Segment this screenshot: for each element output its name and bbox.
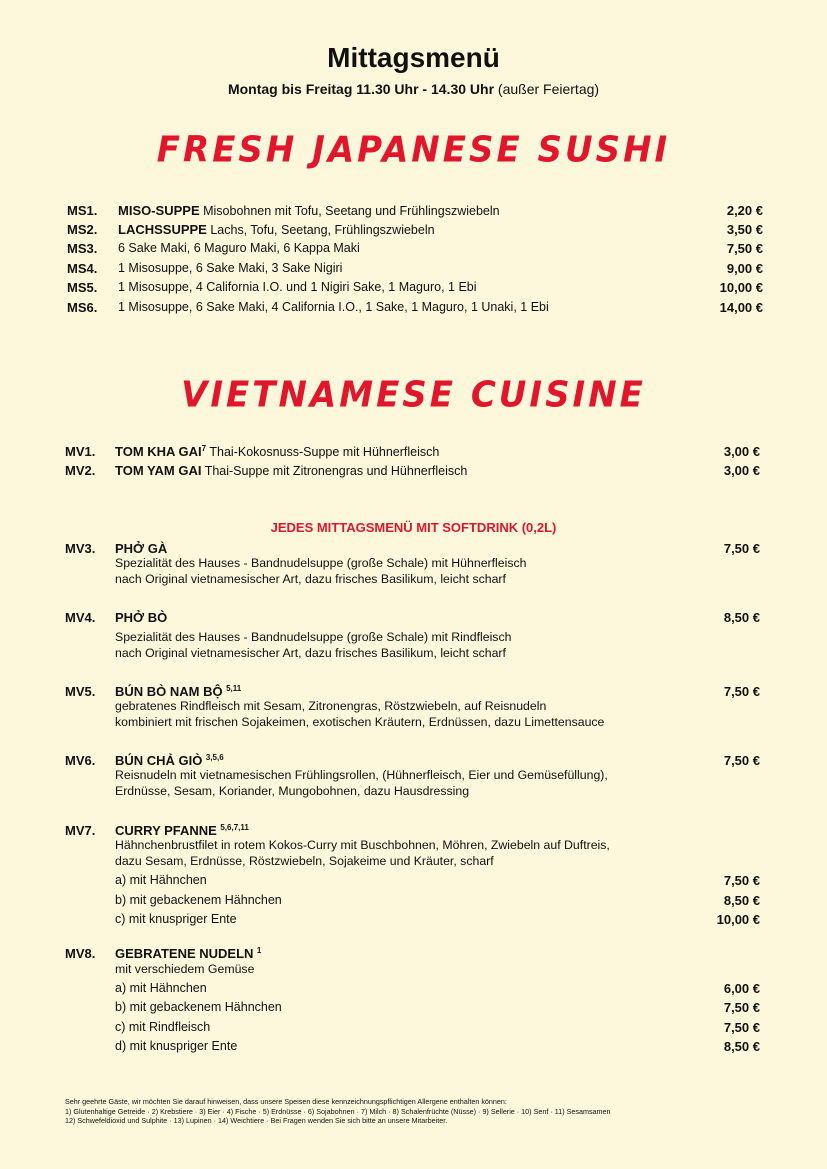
softdrink-banner: JEDES MITTAGSMENÜ MIT SOFTDRINK (0,2L): [270, 520, 557, 535]
description-line-2: Erdnüsse, Sesam, Koriander, Mungobohnen, dazu Hausdressing: [115, 783, 470, 798]
menu-option: b) mit gebackenem Hähnchen: [115, 1000, 282, 1014]
opening-hours-time: Montag bis Freitag 11.30 Uhr - 14.30 Uhr: [227, 81, 495, 97]
menu-code: MV1.: [65, 444, 96, 459]
menu-price: 2,20 €: [726, 203, 763, 218]
menu-item: [118, 241, 360, 255]
menu-price: 14,00 €: [719, 300, 763, 315]
menu-option: c) mit Rindfleisch: [115, 1020, 211, 1034]
menu-price: 7,50 €: [723, 541, 760, 556]
menu-option-price: 8,50 €: [723, 893, 760, 908]
menu-code: MS6.: [67, 300, 98, 315]
menu-code: MV2.: [65, 463, 96, 478]
menu-code: MV8.: [65, 946, 96, 961]
menu-item-name: CURRY PFANNE: [115, 823, 217, 839]
menu-option: c) mit knuspriger Ente: [115, 912, 237, 926]
menu-code: MV5.: [65, 684, 96, 699]
menu-item-description: 1 Misosuppe, 4 California I.O. und 1 Nigiri Sake, 1 Maguro, 1 Ebi: [118, 280, 477, 294]
menu-item-description: 1 Misosuppe, 6 Sake Maki, 3 Sake Nigiri: [118, 261, 343, 275]
menu-price: 10,00 €: [719, 280, 763, 295]
menu-code: MV7.: [65, 823, 96, 838]
menu-item-description: [115, 768, 608, 799]
menu-item-description: 1 Misosuppe, 6 Sake Maki, 4 California I.O., 1 Sake, 1 Maguro, 1 Unaki, 1 Ebi: [118, 300, 549, 314]
menu-option-price: 7,50 €: [723, 873, 760, 888]
menu-item-title: [115, 946, 261, 961]
menu-code: MS2.: [67, 222, 98, 237]
menu-price: 7,50 €: [723, 684, 760, 699]
allergen-list-1: 1) Glutenhaltige Getreide · 2) Krebstiere · 3) Eier · 4) Fische · 5) Erdnüsse · 6) Sojabohnen · 7) Milch · 8) Schalenfrüchte (Nüsse) · 9) Sellerie · 10) Senf · 11) Sesamsamen: [65, 1106, 611, 1116]
menu-price: 3,50 €: [726, 222, 763, 237]
menu-item: [118, 300, 549, 314]
menu-code: MV6.: [65, 753, 96, 768]
description-line-2: kombiniert mit frischen Sojakeimen, exotischen Kräutern, Erdnüssen, dazu Limettensauce: [115, 714, 605, 729]
menu-item-title: [115, 610, 167, 625]
menu-item-name: TOM YAM GAI: [115, 463, 202, 478]
menu-option-price: 10,00 €: [716, 912, 760, 927]
description-line-1: Hähnchenbrustfilet in rotem Kokos-Curry mit Buschbohnen, Möhren, Zwiebeln auf Duftreis,: [115, 838, 610, 852]
allergen-marker: 1: [256, 946, 262, 955]
allergen-note-intro: Sehr geehrte Gäste, wir möchten Sie darauf hinweisen, dass unsere Speisen diese kennzeichnungspflichtigen Allergene enthalten können:: [65, 1097, 507, 1106]
menu-item-description: Thai-Suppe mit Zitronengras und Hühnerfleisch: [204, 464, 468, 478]
allergen-note: [65, 1097, 611, 1126]
menu-code: MV4.: [65, 610, 96, 625]
menu-item-title: [115, 823, 249, 838]
description-line-1: Reisnudeln mit vietnamesischen Frühlingsrollen, (Hühnerfleisch, Eier und Gemüsefüllung),: [115, 768, 608, 782]
opening-hours: [0, 81, 827, 97]
menu-item-name: BÚN BÒ NAM BỘ: [115, 684, 223, 700]
menu-price: 7,50 €: [726, 241, 763, 256]
menu-price: 8,50 €: [723, 610, 760, 625]
description-line-1: gebratenes Rindfleisch mit Sesam, Zitronengras, Röstzwiebeln, auf Reisnudeln: [115, 699, 547, 713]
menu-item: [118, 203, 500, 218]
menu-item-name: TOM KHA GAI: [115, 444, 202, 460]
allergen-marker: 3,5,6: [205, 753, 224, 762]
menu-code: MS3.: [67, 241, 98, 256]
allergen-marker: 5,6,7,11: [220, 823, 249, 832]
allergen-marker: 5,11: [226, 684, 242, 693]
menu-item-description: [115, 699, 604, 730]
menu-item-name: BÚN CHẢ GIÒ: [115, 753, 203, 769]
description-line-1: Spezialität des Hauses - Bandnudelsuppe (große Schale) mit Rindfleisch: [115, 630, 512, 644]
description-line-1: mit verschiedem Gemüse: [115, 962, 255, 976]
menu-option-price: 7,50 €: [723, 1000, 760, 1015]
menu-item-title: [115, 753, 224, 768]
menu-item-description: Lachs, Tofu, Seetang, Frühlingszwiebeln: [210, 223, 435, 237]
menu-price: 3,00 €: [723, 444, 760, 459]
menu-price: 9,00 €: [726, 261, 763, 276]
menu-item: [118, 280, 477, 294]
menu-code: MS1.: [67, 203, 98, 218]
menu-item-title: [115, 541, 167, 556]
menu-option-price: 8,50 €: [723, 1039, 760, 1054]
menu-item: [118, 222, 435, 237]
menu-item-description: [115, 556, 526, 587]
menu-code: MS5.: [67, 280, 98, 295]
menu-option: d) mit knuspriger Ente: [115, 1039, 238, 1053]
menu-option: b) mit gebackenem Hähnchen: [115, 893, 282, 907]
allergen-list-2: 12) Schwefeldioxid und Sulphite · 13) Lupinen · 14) Weichtiere · Bei Fragen wenden Sie sich bitte an unsere Mitarbeiter.: [65, 1116, 448, 1125]
menu-item-description: [115, 962, 254, 978]
menu-item: [115, 463, 467, 478]
description-line-2: nach Original vietnamesischer Art, dazu frisches Basilikum, leicht scharf: [115, 571, 506, 586]
menu-price: 3,00 €: [723, 463, 760, 478]
sushi-heading: FRESH JAPANESE SUSHI: [156, 129, 671, 171]
menu-option: a) mit Hähnchen: [115, 981, 207, 995]
menu-item-name: LACHSSUPPE: [118, 222, 207, 237]
menu-item-name: PHỞ BÒ: [115, 610, 168, 625]
vietnamese-heading: VIETNAMESE CUISINE: [181, 374, 646, 416]
description-line-1: Spezialität des Hauses - Bandnudelsuppe (große Schale) mit Hühnerfleisch: [115, 556, 527, 570]
menu-item: [118, 261, 342, 275]
menu-option: a) mit Hähnchen: [115, 873, 207, 887]
allergen-marker: 7: [201, 444, 207, 453]
menu-option-price: 6,00 €: [723, 981, 760, 996]
menu-option-price: 7,50 €: [723, 1020, 760, 1035]
description-line-2: dazu Sesam, Erdnüsse, Röstzwiebeln, Sojakeime und Kräuter, scharf: [115, 853, 494, 868]
menu-item-description: [115, 838, 610, 869]
menu-item-description: Misobohnen mit Tofu, Seetang und Frühlingszwiebeln: [203, 204, 500, 218]
menu-price: 7,50 €: [723, 753, 760, 768]
menu-item-title: [115, 684, 241, 699]
menu-item-name: GEBRATENE NUDELN: [115, 946, 254, 962]
menu-item-name: PHỞ GÀ: [115, 541, 168, 556]
opening-hours-note: (außer Feiertag): [497, 81, 600, 97]
menu-item-description: Thai-Kokosnuss-Suppe mit Hühnerfleisch: [209, 445, 440, 460]
menu-item-name: MISO-SUPPE: [118, 203, 200, 218]
menu-item: [115, 444, 439, 459]
menu-item-description: 6 Sake Maki, 6 Maguro Maki, 6 Kappa Maki: [118, 241, 360, 255]
menu-code: MV3.: [65, 541, 96, 556]
menu-item-description: [115, 630, 511, 661]
page-title: Mittagsmenü: [327, 42, 500, 73]
description-line-2: nach Original vietnamesischer Art, dazu frisches Basilikum, leicht scharf: [115, 645, 506, 660]
menu-code: MS4.: [67, 261, 98, 276]
